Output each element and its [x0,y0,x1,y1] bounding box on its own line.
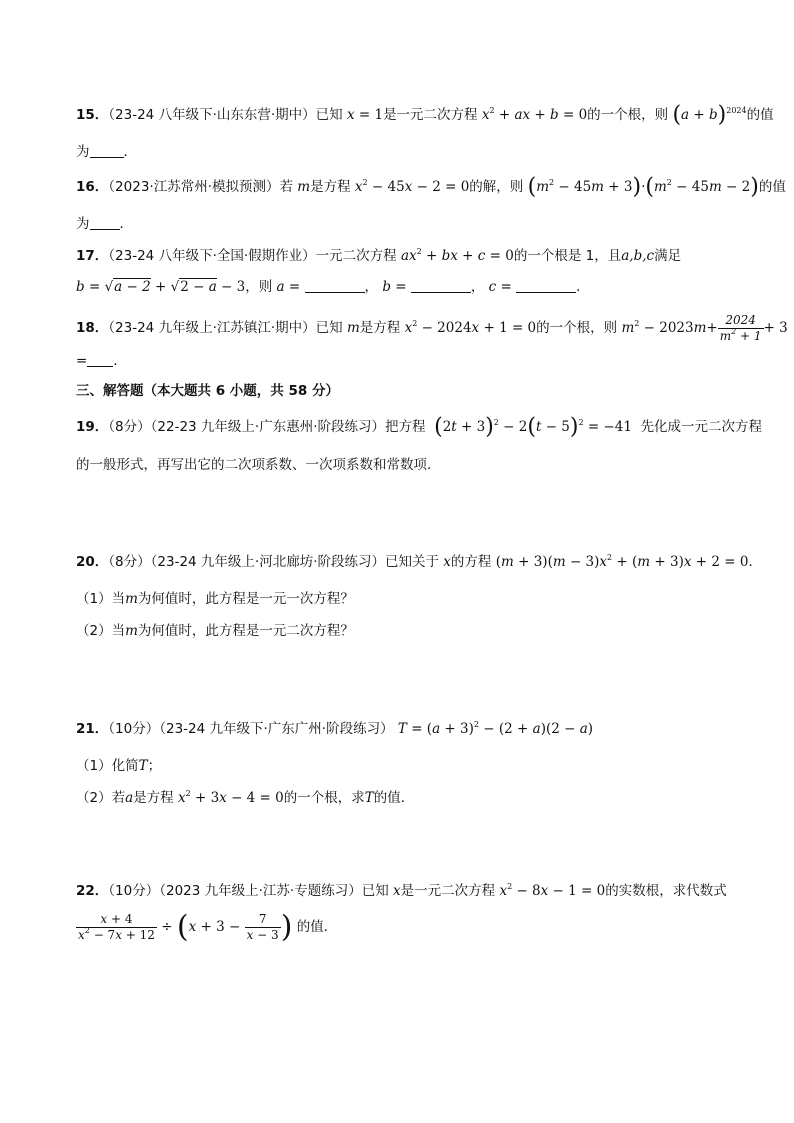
q21-sub1: （1）化简T； [76,758,162,774]
q15-equation: $x^2$ + ax + b [481,106,559,123]
q15-source: （23-24 八年级下·山东东营·期中） [108,107,316,123]
q21-definition: $T = (a + 3)^2 - (2 + a)(2 - a)$ [397,720,594,737]
q19-number: 19 [76,419,95,435]
q22-expression: $\frac{x + 4}{x^2 - 7x + 12}$ ÷ (x + 3 − $\frac{7}{x - 3}$ ) [78,909,293,945]
q18-line1: 18．（23-24 九年级上·江苏镇江·期中）已知 m是方程 $x^2 - 2024x + 1 = 0$的一个根，则 $m^2 - 2023m+$ $\frac{2024}{m^2 + 1}$ + 3 [76,313,788,343]
q18-number: 18 [76,320,95,336]
q17-blank-c[interactable] [516,278,576,293]
q17-line2: b = √a − 2 + √2 − a − 3，则 a = ， b = ， c = ． [76,279,590,295]
q16-expression: $(m^2 - 45m + 3)\cdot(m^2 - 45m - 2)$ [527,174,759,200]
q17-condition: b = √a − 2 + √2 − a − 3 [76,279,246,295]
q19-equation: $(2t + 3)^2 - 2(t - 5)^2 = -41$ [434,414,632,440]
q18-expression: $m^2 - 2023m+$ $\frac{2024}{m^2 + 1}$ + 3 [621,313,788,343]
q16-source: （2023·江苏常州·模拟预测） [108,179,280,195]
q17-blank-b[interactable] [411,278,471,293]
section-title: 三、解答题（本大题共 6 小题，共 58 分） [76,383,339,399]
q16-line1: 16．（2023·江苏常州·模拟预测）若 m是方程 $x^2 - 45x - 2 = 0$的解，则 $(m^2 - 45m + 3)\cdot(m^2 - 45m - 2)$的值 [76,174,786,200]
q16-equation: $x^2 - 45x - 2 = 0$ [354,178,470,195]
q15-expression: $(a + b)^{2024}$ [672,102,747,128]
q17-blank-a[interactable] [305,278,365,293]
q20-source: （23-24 九年级上·河北廊坊·阶段练习） [150,554,385,570]
q17-number: 17 [76,248,95,264]
q16-line2: 为 ． [76,216,133,232]
q22-line2: $\frac{x + 4}{x^2 - 7x + 12}$ ÷ (x + 3 − $\frac{7}{x - 3}$ ) 的值． [78,909,338,945]
q22-source: （2023 九年级上·江苏·专题练习） [159,883,362,899]
q21-sub2: （2）若a是方程 $x^2 + 3x - 4 = 0$的一个根，求T的值． [76,789,415,806]
q15-line2: 为 ． [76,144,137,160]
q16-number: 16 [76,179,95,195]
q18-source: （23-24 九年级上·江苏镇江·期中） [108,320,316,336]
q21-source: （23-24 九年级下·广东广州·阶段练习） [159,721,394,737]
q19-line1: 19．（8分）（22-23 九年级上·广东惠州·阶段练习）把方程 $(2t + 3)^2 - 2(t - 5)^2 = -41$ 先化成一元二次方程 [76,414,763,440]
q21-equation: $x^2 + 3x - 4 = 0$ [177,789,284,806]
q17-line1: 17．（23-24 八年级下·全国·假期作业）一元二次方程 $ax^2$ + bx + c = 0的一个根是 1，且a,b,c满足 [76,247,682,264]
q19-source: （22-23 九年级上·广东惠州·阶段练习） [150,419,385,435]
q22-line1: 22．（10分）（2023 九年级上·江苏·专题练习）已知 x是一元二次方程 $x^2 - 8x - 1 = 0$的实数根，求代数式 [76,882,727,899]
q20-equation: $(m + 3)(m - 3)x^2 + (m + 3)x + 2 = 0$ [495,553,749,570]
q18-answer-blank[interactable] [87,352,113,367]
q20-number: 20 [76,554,95,570]
q15-line1: 15．（23-24 八年级下·山东东营·期中）已知 x = 1是一元二次方程 $x^2$ + ax + b = 0的一个根，则 $(a + b)^{2024}$的值 [76,102,774,128]
q21-number: 21 [76,721,95,737]
q21-line1: 21．（10分）（23-24 九年级下·广东广州·阶段练习） $T = (a + 3)^2 - (2 + a)(2 - a)$ [76,720,594,737]
q18-equation: $x^2 - 2024x + 1 = 0$ [404,319,537,336]
q15-number: 15 [76,107,95,123]
q15-formula-root: x [346,107,355,123]
q22-number: 22 [76,883,95,899]
q17-source: （23-24 八年级下·全国·假期作业） [108,248,316,264]
q19-line2: 的一般形式，再写出它的二次项系数、一次项系数和常数项． [76,457,441,473]
q18-line2: = ． [76,353,127,369]
q20-sub2: （2）当m为何值时，此方程是一元二次方程？ [76,623,354,639]
q17-equation: $ax^2$ + bx + c = 0 [400,247,514,264]
q20-sub1: （1）当m为何值时，此方程是一元一次方程？ [76,591,354,607]
q16-answer-blank[interactable] [90,215,120,230]
q22-equation: $x^2 - 8x - 1 = 0$ [499,882,606,899]
q15-answer-blank[interactable] [90,143,124,158]
q20-line1: 20．（8分）（23-24 九年级上·河北廊坊·阶段练习）已知关于 x的方程 $(m + 3)(m - 3)x^2 + (m + 3)x + 2 = 0$． [76,553,762,570]
